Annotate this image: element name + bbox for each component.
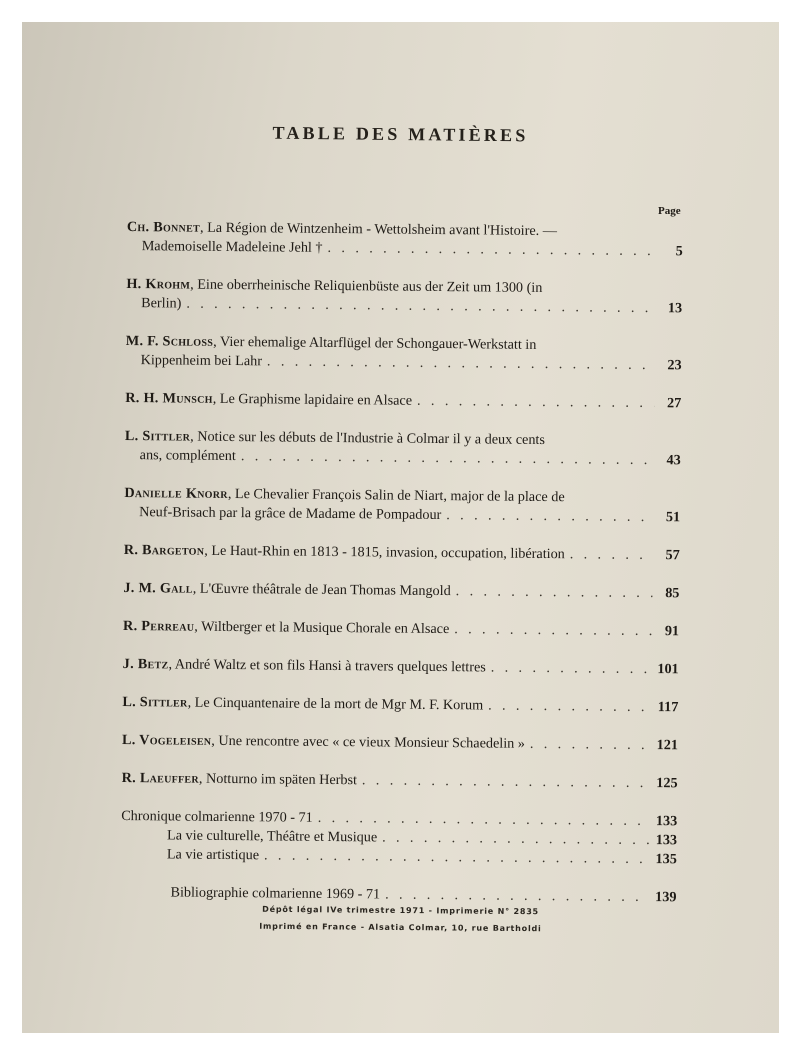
entry-page: 23 bbox=[667, 357, 682, 374]
entry-page: 139 bbox=[655, 889, 677, 906]
toc-entry: R. H. Munsch, Le Graphisme lapidaire en Alsace . . . 27 bbox=[125, 389, 681, 413]
entry-title: La vie culturelle, Théâtre et Musique bbox=[166, 827, 378, 846]
entry-title: Le Chevalier François Salin de Niart, major de la place de bbox=[234, 486, 565, 506]
entry-title: La Région de Wintzenheim - Wettolsheim avant l'Histoire. — bbox=[207, 219, 558, 240]
entry-title: L'Œuvre théâtrale de Jean Thomas Mangold bbox=[199, 580, 451, 600]
leader-dots bbox=[327, 239, 655, 261]
toc-entry: M. F. Schloss, Vier ehemalige Altarflügel der Schongauer-Werkstatt in bbox=[125, 332, 537, 353]
entry-page: 57 bbox=[665, 547, 680, 564]
entry-title: André Waltz et son fils Hansi à travers quelques lettres bbox=[174, 656, 486, 676]
toc-entry: L. Sittler, Notice sur les débuts de l'Industrie à Colmar il y a deux cents bbox=[124, 427, 546, 449]
toc-entry: L. Vogeleisen, Une rencontre avec « ce vieux Monsieur Schaedelin » . . . 121 bbox=[122, 731, 678, 755]
entry-title: Eine oberrheinische Reliquienbüste aus der Zeit um 1300 (in bbox=[197, 276, 543, 296]
entry-title: Wiltberger et la Musique Chorale en Alsace bbox=[201, 618, 450, 638]
entry-page: 91 bbox=[664, 623, 680, 640]
leader-dots bbox=[456, 582, 653, 603]
entry-author: Danielle Knorr bbox=[124, 484, 228, 502]
toc-entry: R. Laeuffer, Notturno im späten Herbst . . . 125 bbox=[122, 769, 678, 793]
entry-author: L. Vogeleisen bbox=[121, 731, 212, 749]
entry-author: J. Betz bbox=[122, 655, 169, 673]
table-of-contents bbox=[120, 218, 683, 907]
leader-dots bbox=[382, 828, 650, 850]
entry-title-cont: ans, complément bbox=[139, 447, 236, 465]
imprint-line-printer: Imprimé en France - Alsatia Colmar, 10, rue Bartholdi bbox=[259, 921, 542, 934]
photo-frame bbox=[22, 22, 779, 1033]
toc-entry: R. Bargeton, Le Haut-Rhin en 1813 - 1815, invasion, occupation, libération . . . 57 bbox=[124, 541, 680, 565]
leader-dots bbox=[267, 352, 655, 375]
entry-title: Vier ehemalige Altarflügel der Schongauer-Werkstatt in bbox=[219, 333, 537, 353]
entry-author: J. M. Gall bbox=[123, 579, 193, 597]
entry-page: 133 bbox=[655, 813, 678, 830]
entry-page: 5 bbox=[675, 243, 683, 260]
entry-title: Le Haut-Rhin en 1813 - 1815, invasion, occupation, libération bbox=[211, 542, 565, 563]
entry-title: Le Graphisme lapidaire en Alsace bbox=[219, 390, 413, 409]
leader-dots bbox=[446, 506, 653, 527]
imprint-line-legal: Dépôt légal IVe trimestre 1971 - Imprimerie N° 2835 bbox=[262, 904, 539, 917]
entry-author: R. Perreau bbox=[123, 617, 195, 635]
toc-entry: L. Sittler, Le Cinquantenaire de la mort de Mgr M. F. Korum . . . 117 bbox=[122, 693, 678, 717]
entry-page: 85 bbox=[665, 585, 680, 602]
entry-page: 121 bbox=[656, 737, 679, 754]
entry-author: L. Sittler bbox=[124, 427, 191, 445]
toc-entry: R. Perreau, Wiltberger et la Musique Chorale en Alsace . . . 91 bbox=[123, 617, 679, 641]
page-column-header: Page bbox=[658, 205, 681, 217]
entry-page: 117 bbox=[657, 699, 679, 716]
leader-dots bbox=[264, 846, 650, 869]
toc-entry: Danielle Knorr, Le Chevalier François Salin de Niart, major de la place de bbox=[124, 484, 565, 506]
entry-author: R. H. Munsch bbox=[125, 389, 213, 407]
entry-author: R. Bargeton bbox=[123, 541, 205, 559]
leader-dots bbox=[491, 659, 652, 680]
entry-title: Une rencontre avec « ce vieux Monsieur Schaedelin » bbox=[218, 732, 526, 752]
entry-page: 125 bbox=[656, 775, 678, 792]
entry-page: 133 bbox=[655, 832, 678, 849]
entry-author: L. Sittler bbox=[122, 693, 188, 711]
entry-title: Notice sur les débuts de l'Industrie à Colmar il y a deux cents bbox=[197, 428, 546, 449]
leader-dots bbox=[570, 545, 653, 565]
leader-dots bbox=[530, 735, 651, 755]
entry-title: Bibliographie colmarienne 1969 - 71 bbox=[170, 884, 381, 903]
entry-page: 51 bbox=[665, 509, 681, 526]
entry-author: R. Laeuffer bbox=[121, 769, 200, 787]
entry-title: Notturno im späten Herbst bbox=[205, 770, 358, 789]
entry-author: M. F. Schloss bbox=[125, 332, 214, 350]
entry-page: 43 bbox=[666, 452, 681, 469]
entry-title: La vie artistique bbox=[166, 846, 260, 864]
leader-dots bbox=[362, 771, 651, 793]
entry-author: H. Krohm bbox=[126, 275, 191, 293]
entry-title: Chronique colmarienne 1970 - 71 bbox=[121, 807, 313, 826]
toc-entry: Ch. Bonnet, La Région de Wintzenheim - Wettolsheim avant l'Histoire. — bbox=[126, 218, 558, 240]
toc-entry: J. Betz, André Waltz et son fils Hansi à travers quelques lettres . . . 101 bbox=[123, 655, 679, 679]
entry-title-cont: Neuf-Brisach par la grâce de Madame de Pompadour bbox=[139, 504, 442, 524]
entry-page: 27 bbox=[666, 395, 682, 412]
toc-entry: J. M. Gall, L'Œuvre théâtrale de Jean Thomas Mangold . . . 85 bbox=[123, 579, 679, 603]
entry-title: Le Cinquantenaire de la mort de Mgr M. F. Korum bbox=[194, 694, 484, 714]
entry-page: 101 bbox=[657, 661, 679, 678]
leader-dots bbox=[488, 696, 651, 717]
entry-title-cont: Berlin) bbox=[141, 295, 182, 312]
leader-dots bbox=[241, 447, 654, 470]
entry-title-cont: Mademoiselle Madeleine Jehl † bbox=[141, 238, 323, 256]
leader-dots bbox=[454, 620, 652, 641]
entry-page: 135 bbox=[655, 851, 677, 868]
page-title: TABLE DES MATIÈRES bbox=[272, 122, 529, 146]
entry-author: Ch. Bonnet bbox=[126, 218, 201, 236]
entry-page: 13 bbox=[667, 300, 683, 317]
leader-dots bbox=[417, 392, 654, 413]
toc-entry: H. Krohm, Eine oberrheinische Reliquienbüste aus der Zeit um 1300 (in bbox=[126, 275, 543, 296]
book-page bbox=[22, 22, 779, 1033]
entry-title-cont: Kippenheim bei Lahr bbox=[140, 352, 263, 370]
imprint-footer bbox=[22, 899, 779, 940]
